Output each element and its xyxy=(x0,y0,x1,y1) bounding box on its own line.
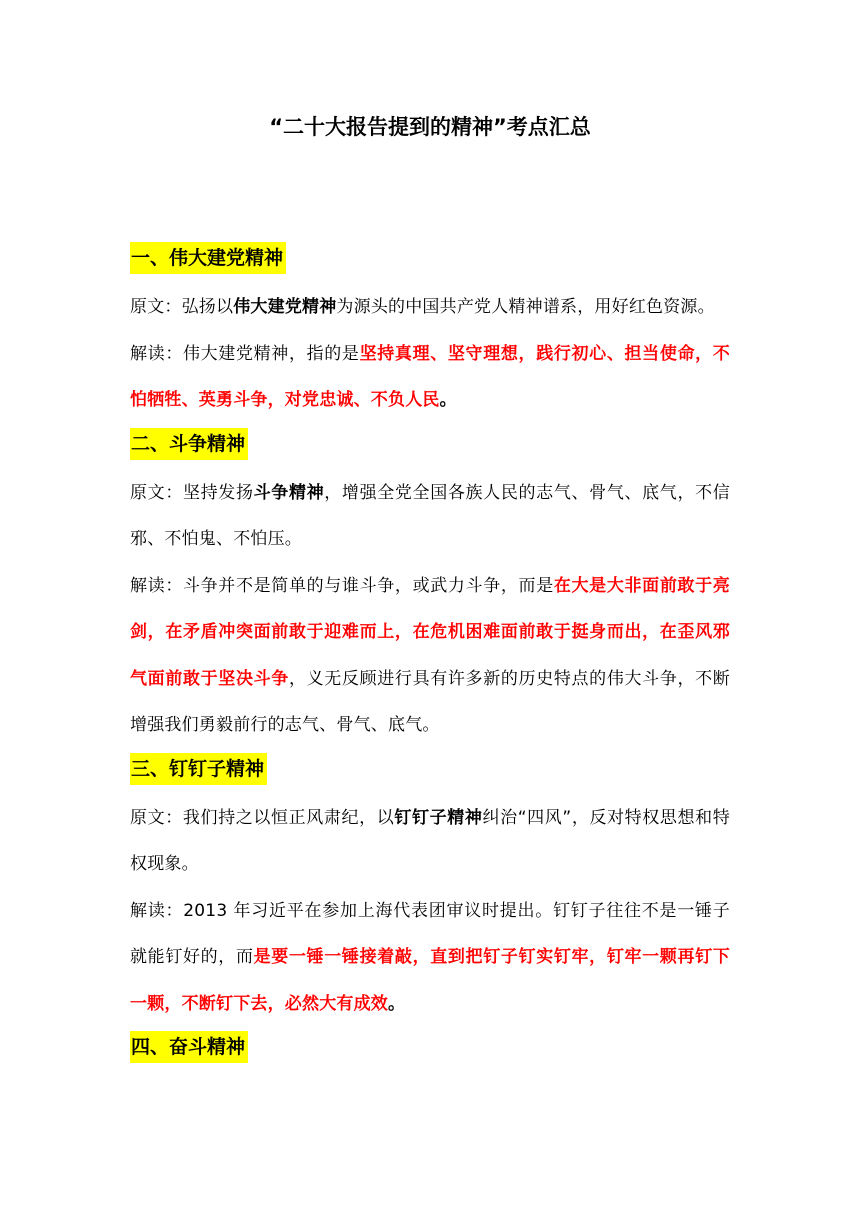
section-heading: 三、钉钉子精神 xyxy=(130,753,267,785)
document-body xyxy=(130,240,730,1075)
interpretation-text xyxy=(130,331,730,424)
original-bold: 斗争精神 xyxy=(253,482,325,503)
interpretation-red: 在大是大非面前敢于亮剑，在矛盾冲突面前敢于迎难而上，在危机困难面前敢于挺身而出，在歪风邪气面前敢于坚决斗争 xyxy=(130,575,731,689)
interpretation-before: 2013 年习近平在参加上海代表团审议时提出。钉钉子往往不是一锤子就能钉好的，而 xyxy=(130,900,730,967)
section-heading: 二、斗争精神 xyxy=(130,428,248,460)
section-4 xyxy=(130,1029,730,1073)
section-2 xyxy=(130,426,730,749)
section-3 xyxy=(130,751,730,1028)
interpretation-before: 斗争并不是简单的与谁斗争，或武力斗争，而是 xyxy=(182,575,554,596)
interpretation-text xyxy=(130,888,730,1028)
original-label: 原文： xyxy=(130,807,183,828)
original-text xyxy=(130,795,730,888)
original-label: 原文： xyxy=(130,297,182,317)
original-after: 为源头的中国共产党人精神谱系，用好红色资源。 xyxy=(336,297,715,317)
interpretation-label: 解读： xyxy=(130,900,184,921)
original-bold: 钉钉子精神 xyxy=(394,807,483,828)
original-after: ，增强全党全国各族人民的志气、骨气、底气，不信邪、不怕鬼、不怕压。 xyxy=(130,482,730,549)
interpretation-text xyxy=(130,563,730,749)
original-label: 原文： xyxy=(130,482,183,503)
original-bold: 伟大建党精神 xyxy=(233,297,337,317)
section-1 xyxy=(130,240,730,424)
original-after: 纠治“四风”，反对特权思想和特权现象。 xyxy=(130,807,730,874)
interpretation-label: 解读： xyxy=(130,343,183,364)
original-text xyxy=(130,470,730,563)
interpretation-before: 伟大建党精神，指的是 xyxy=(182,343,360,364)
interpretation-after: 。 xyxy=(388,993,406,1014)
interpretation-red: 是要一锤一锤接着敲，直到把钉子钉实钉牢，钉牢一颗再钉下一颗，不断钉下去，必然大有成效 xyxy=(130,947,730,1014)
original-before: 弘扬以 xyxy=(181,297,234,317)
section-heading: 四、奋斗精神 xyxy=(130,1031,248,1063)
original-text xyxy=(130,284,730,331)
interpretation-after: ，义无反顾进行具有许多新的历史特点的伟大斗争，不断增强我们勇毅前行的志气、骨气、底气。 xyxy=(130,668,730,735)
section-heading: 一、伟大建党精神 xyxy=(130,242,286,274)
original-before: 我们持之以恒正风肃纪，以 xyxy=(182,807,395,828)
interpretation-red: 坚持真理、坚守理想，践行初心、担当使命，不怕牺牲、英勇斗争，对党忠诚、不负人民 xyxy=(130,343,730,410)
original-before: 坚持发扬 xyxy=(182,482,254,503)
document-title: “二十大报告提到的精神”考点汇总 xyxy=(269,115,591,139)
interpretation-label: 解读： xyxy=(130,575,183,596)
interpretation-after: 。 xyxy=(439,390,457,410)
